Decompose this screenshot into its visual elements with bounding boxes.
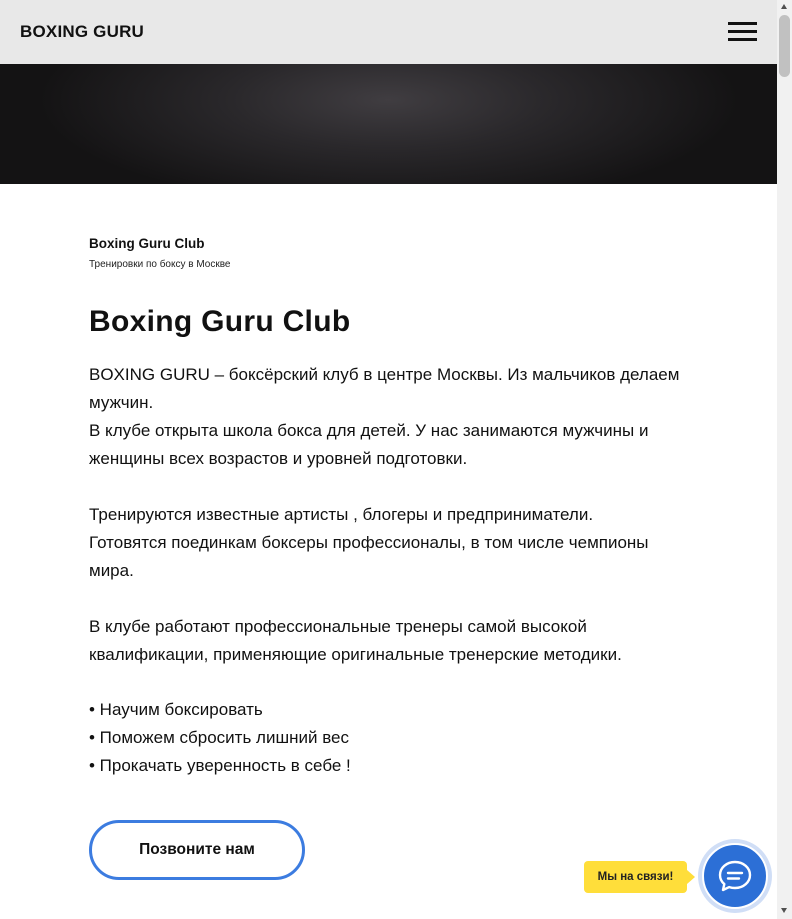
- call-us-button[interactable]: Позвоните нам: [89, 820, 305, 880]
- benefit-item: • Прокачать уверенность в себе !: [89, 756, 351, 775]
- menu-line: [728, 30, 757, 33]
- clients-line-2: Готовятся поединкам боксеры профессионалы, в том числе чемпионы мира.: [89, 533, 649, 580]
- main-content: [89, 236, 689, 780]
- chat-bubble-icon: [715, 856, 755, 896]
- intro-line-2: В клубе открыта школа бокса для детей. У нас занимаются мужчины и женщины всех возрастов и уровней подготовки.: [89, 421, 649, 468]
- page-title: Boxing Guru Club: [89, 305, 351, 338]
- menu-line: [728, 38, 757, 41]
- clients-paragraph: [89, 501, 689, 585]
- chat-button-inner: [702, 843, 768, 909]
- vertical-scrollbar[interactable]: [777, 0, 792, 919]
- intro-line-1: BOXING GURU – боксёрский клуб в центре Москвы. Из мальчиков делаем мужчин.: [89, 365, 680, 412]
- chat-label[interactable]: Мы на связи!: [584, 861, 687, 893]
- hero-banner: [0, 64, 777, 184]
- benefit-item: • Научим боксировать: [89, 700, 263, 719]
- benefits-list: [89, 696, 689, 780]
- scroll-up-arrow-icon[interactable]: [781, 4, 787, 9]
- benefit-item: • Поможем сбросить лишний вес: [89, 728, 349, 747]
- site-logo[interactable]: BOXING GURU: [20, 22, 145, 41]
- site-header: [0, 0, 777, 64]
- scroll-down-arrow-icon[interactable]: [781, 908, 787, 913]
- scrollbar-thumb[interactable]: [779, 15, 790, 77]
- hamburger-menu-icon[interactable]: [728, 22, 758, 42]
- club-subtitle: Тренировки по боксу в Москве: [89, 259, 231, 270]
- intro-paragraph: [89, 361, 689, 473]
- chat-widget-button[interactable]: [698, 839, 772, 913]
- clients-line-1: Тренируются известные артисты , блогеры и предприниматели.: [89, 505, 594, 524]
- club-name: Boxing Guru Club: [89, 236, 205, 251]
- trainers-paragraph: В клубе работают профессиональные тренеры самой высокой квалификации, применяющие оригинальные тренерские методики.: [89, 617, 622, 664]
- menu-line: [728, 22, 757, 25]
